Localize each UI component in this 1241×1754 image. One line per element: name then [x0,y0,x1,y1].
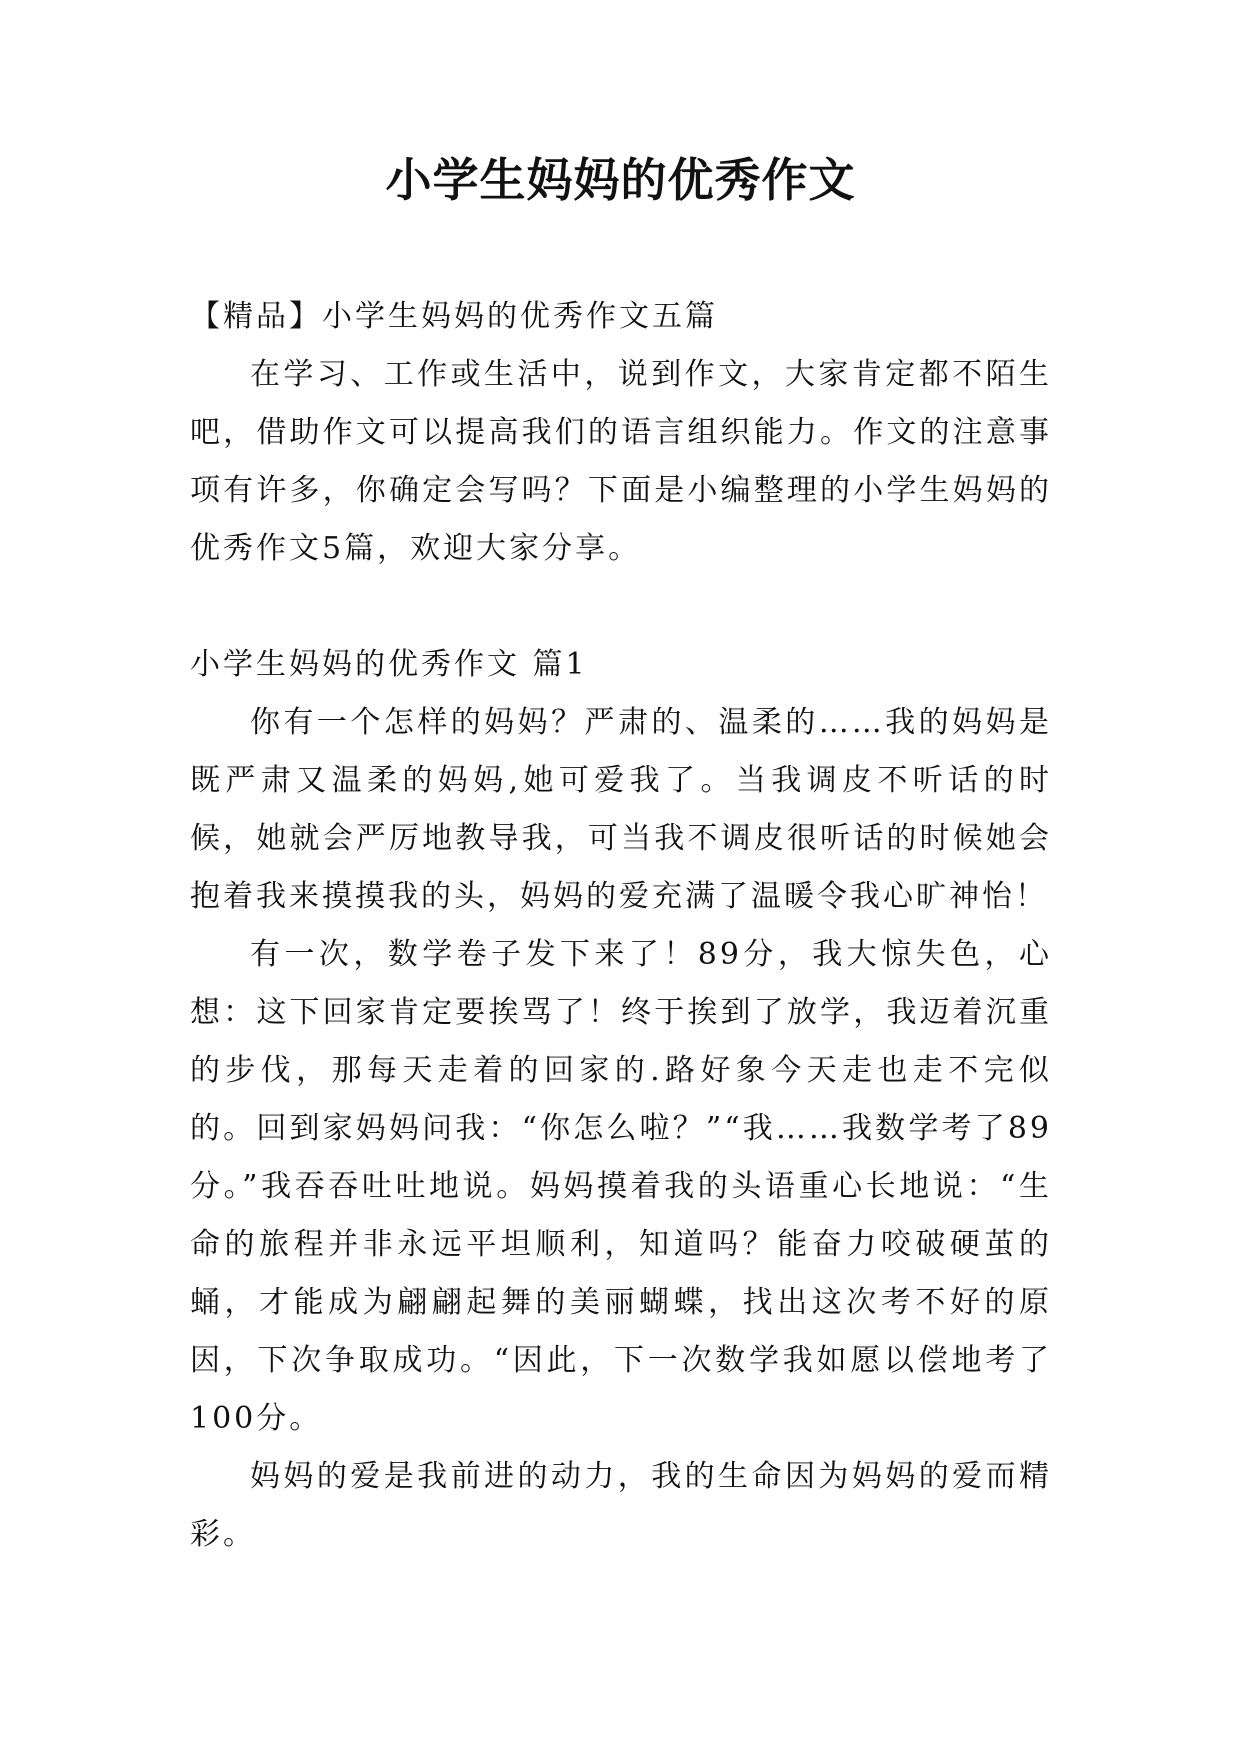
section-paragraph: 你有一个怎样的妈妈？严肃的、温柔的……我的妈妈是既严肃又温柔的妈妈,她可爱我了。当我调皮不听话的时候，她就会严厉地教导我，可当我不调皮很听话的时候她会抱着我来摸摸我的头，妈妈的爱充满了温暖令我心旷神怡！ [190,705,1052,914]
section-paragraph: 妈妈的爱是我前进的动力，我的生命因为妈妈的爱而精彩。 [190,1459,1052,1552]
document-subtitle [190,288,1052,346]
intro-section [190,346,1052,578]
intro-paragraph: 在学习、工作或生活中，说到作文，大家肯定都不陌生吧，借助作文可以提高我们的语言组织能力。作文的注意事项有许多，你确定会写吗？下面是小编整理的小学生妈妈的优秀作文5篇，欢迎大家分享。 [190,357,1052,566]
section-paragraph: 有一次，数学卷子发下来了！89分，我大惊失色，心想：这下回家肯定要挨骂了！终于挨到了放学，我迈着沉重的步伐，那每天走着的回家的.路好象今天走也走不完似的。回到家妈妈问我：“你怎么啦？”“我……我数学考了89分。”我吞吞吐吐地说。妈妈摸着我的头语重心长地说：“生命的旅程并非永远平坦顺利，知道吗？能奋力咬破硬茧的蛹，才能成为翩翩起舞的美丽蝴蝶，找出这次考不好的原因，下次争取成功。“因此，下一次数学我如愿以偿地考了100分。 [190,937,1052,1436]
page-title: 小学生妈妈的优秀作文 [385,153,856,207]
subtitle-text: 【精品】小学生妈妈的优秀作文五篇 [190,299,718,334]
section-heading-text: 小学生妈妈的优秀作文 篇1 [190,647,588,682]
section-body [190,694,1052,1564]
section-heading [190,636,1052,694]
